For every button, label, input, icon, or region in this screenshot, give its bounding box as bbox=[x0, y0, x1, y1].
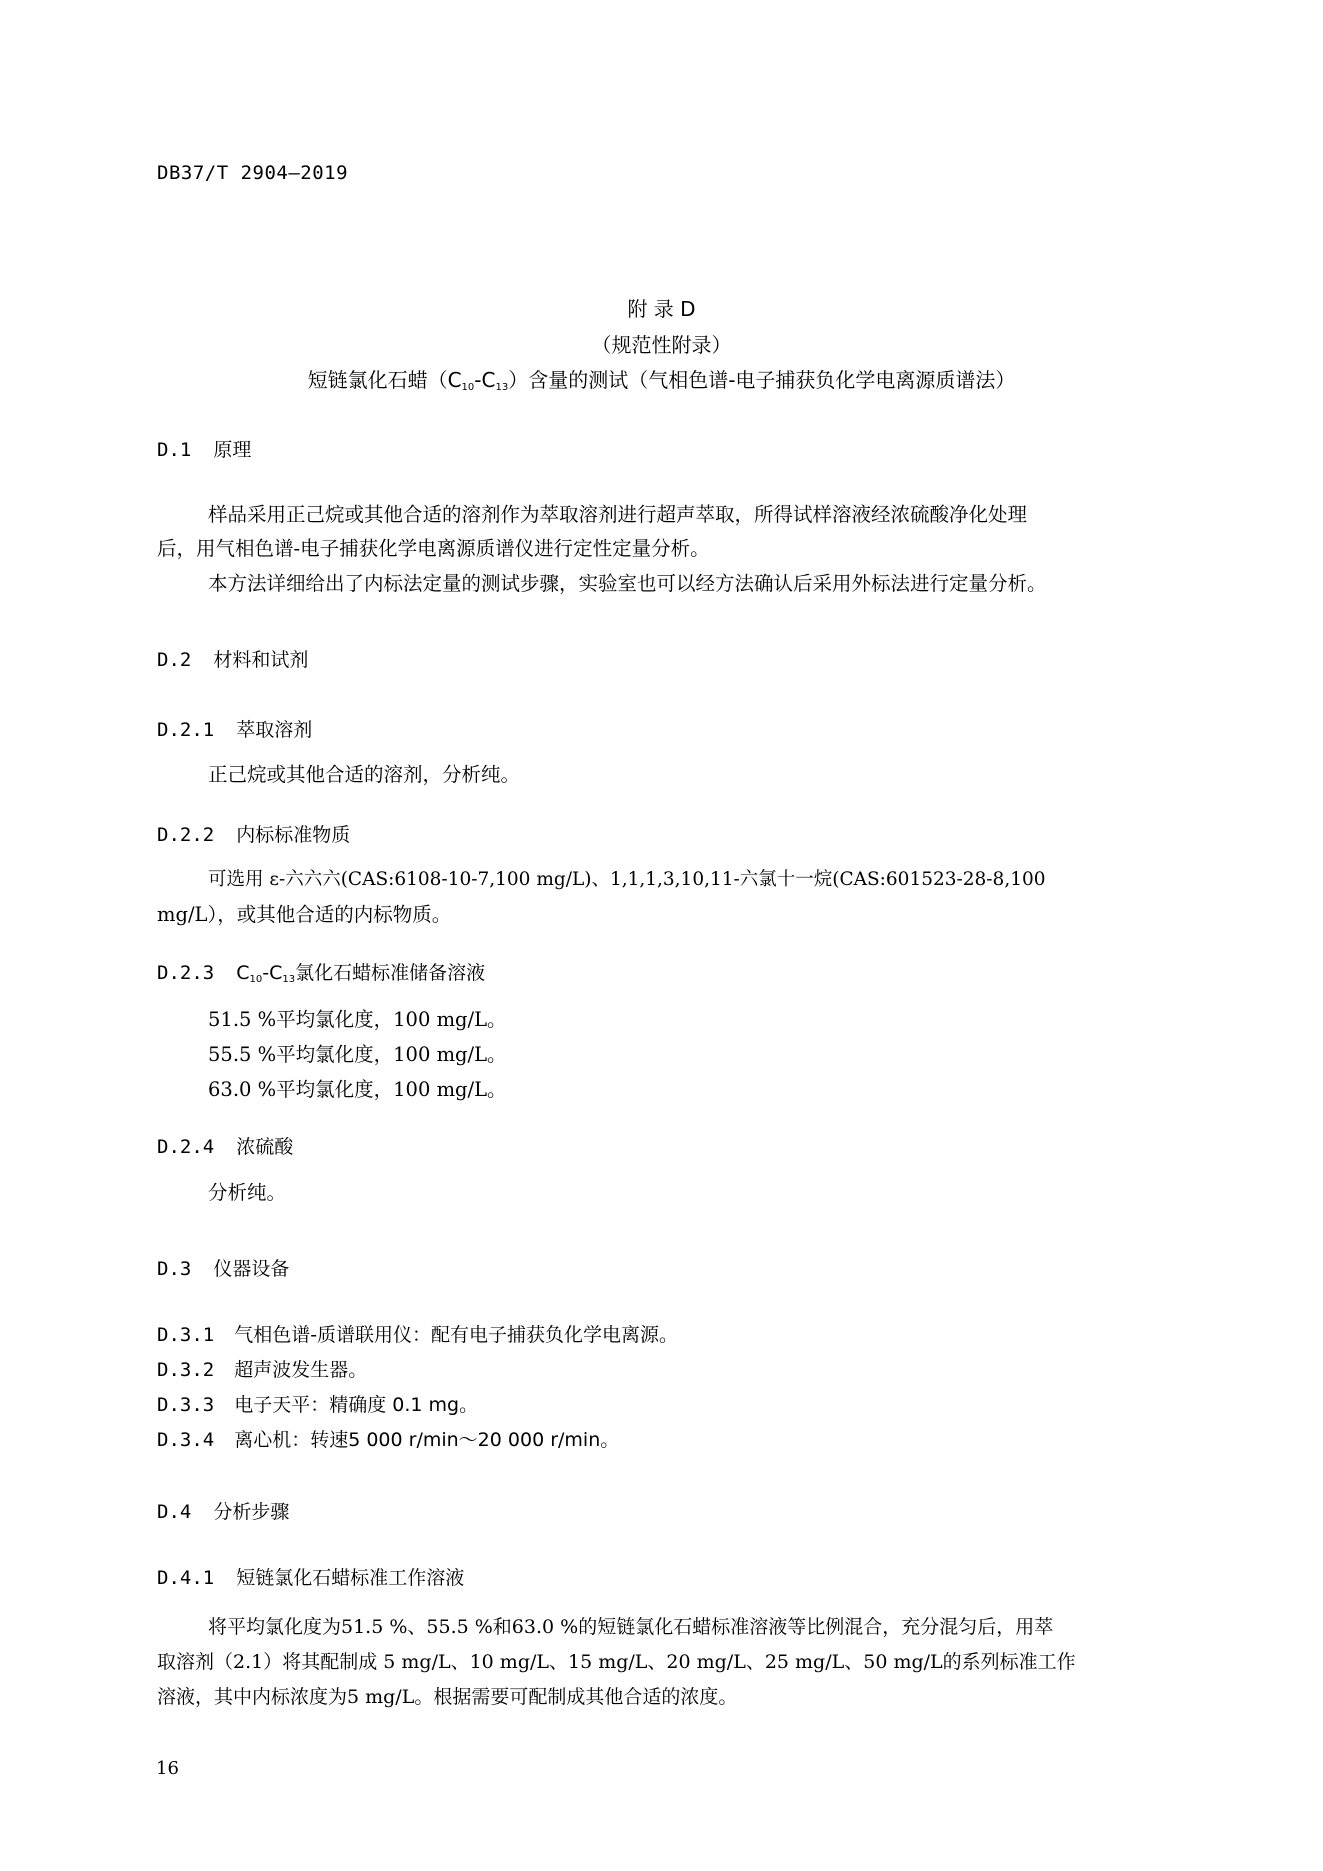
page-number: 16 bbox=[156, 1758, 179, 1779]
appendix-type: （规范性附录） bbox=[591, 333, 732, 357]
paragraph-line: 溶液，其中内标浓度为5 mg/L。根据需要可配制成其他合适的浓度。 bbox=[157, 1686, 738, 1708]
paragraph-line: 正己烷或其他合适的溶剂，分析纯。 bbox=[208, 763, 521, 786]
section-number: D.1 bbox=[157, 439, 192, 461]
item-number: D.3.3 bbox=[157, 1394, 215, 1416]
list-item bbox=[157, 1320, 678, 1347]
paragraph-line: 可选用 ε-六六六(CAS:6108-10-7,100 mg/L)、1,1,1,3,10,11-六氯十一烷(CAS:601523-28-8,100 bbox=[208, 869, 1046, 890]
subsection-heading-d41 bbox=[157, 1563, 464, 1590]
subscript: 10 bbox=[249, 974, 263, 985]
item-text: 超声波发生器。 bbox=[234, 1359, 368, 1381]
section-heading-d2 bbox=[157, 645, 308, 672]
section-title bbox=[236, 962, 485, 984]
paragraph-line: 本方法详细给出了内标法定量的测试步骤，实验室也可以经方法确认后采用外标法进行定量分析。 bbox=[208, 572, 1047, 595]
title-part: 氯化石蜡标准储备溶液 bbox=[295, 962, 486, 984]
section-title: 浓硫酸 bbox=[236, 1136, 294, 1158]
appendix-heading-part: ）含量的测试（气相色谱-电子捕获负化学电离源质谱法） bbox=[508, 368, 1016, 392]
section-number: D.4 bbox=[157, 1501, 192, 1523]
section-number: D.2.1 bbox=[157, 719, 215, 741]
appendix-heading-part: -C bbox=[474, 368, 496, 392]
subscript: 10 bbox=[461, 382, 475, 393]
list-item: 63.0 %平均氯化度，100 mg/L。 bbox=[208, 1078, 507, 1101]
paragraph-line: mg/L），或其他合适的内标物质。 bbox=[157, 903, 452, 926]
paragraph-line: 将平均氯化度为51.5 %、55.5 %和63.0 %的短链氯化石蜡标准溶液等比例混合，充分混匀后，用萃 bbox=[208, 1616, 1054, 1638]
section-number: D.3 bbox=[157, 1258, 192, 1280]
appendix-heading bbox=[0, 364, 1323, 393]
appendix-heading-part: 短链氯化石蜡（C bbox=[307, 368, 462, 392]
item-number: D.3.2 bbox=[157, 1359, 215, 1381]
item-text: 电子天平：精确度 0.1 mg。 bbox=[234, 1394, 479, 1416]
subsection-heading-d24 bbox=[157, 1132, 293, 1159]
list-item bbox=[157, 1355, 367, 1382]
section-heading-d4 bbox=[157, 1497, 289, 1524]
document-code: DB37/T 2904—2019 bbox=[157, 162, 349, 184]
section-number: D.2.2 bbox=[157, 824, 215, 846]
section-title: 内标标准物质 bbox=[236, 824, 351, 846]
section-title: 仪器设备 bbox=[213, 1258, 290, 1280]
item-text: 离心机：转速5 000 r/min～20 000 r/min。 bbox=[234, 1429, 620, 1451]
list-item bbox=[157, 1390, 478, 1417]
subsection-heading-d22 bbox=[157, 820, 350, 847]
paragraph-line: 取溶剂（2.1）将其配制成 5 mg/L、10 mg/L、15 mg/L、20 mg/L、25 mg/L、50 mg/L的系列标准工作 bbox=[157, 1651, 1076, 1673]
item-number: D.3.4 bbox=[157, 1429, 215, 1451]
subscript: 13 bbox=[495, 382, 509, 393]
subsection-heading-d23 bbox=[157, 958, 485, 985]
paragraph-line: 后，用气相色谱-电子捕获化学电离源质谱仪进行定性定量分析。 bbox=[157, 537, 710, 560]
section-title: 材料和试剂 bbox=[213, 649, 309, 671]
section-number: D.4.1 bbox=[157, 1567, 215, 1589]
list-item bbox=[157, 1425, 619, 1452]
paragraph-line: 分析纯。 bbox=[208, 1181, 287, 1204]
section-title: 萃取溶剂 bbox=[236, 719, 313, 741]
appendix-title: 附 录 D bbox=[627, 297, 696, 321]
section-number: D.2 bbox=[157, 649, 192, 671]
list-item: 55.5 %平均氯化度，100 mg/L。 bbox=[208, 1043, 507, 1066]
title-part: C bbox=[236, 962, 250, 984]
section-title: 分析步骤 bbox=[213, 1501, 290, 1523]
list-item: 51.5 %平均氯化度，100 mg/L。 bbox=[208, 1008, 507, 1031]
section-title: 原理 bbox=[213, 439, 252, 461]
section-number: D.2.4 bbox=[157, 1136, 215, 1158]
item-text: 气相色谱-质谱联用仪：配有电子捕获负化学电离源。 bbox=[234, 1324, 679, 1346]
section-title: 短链氯化石蜡标准工作溶液 bbox=[236, 1567, 465, 1589]
section-heading-d3 bbox=[157, 1254, 289, 1281]
subsection-heading-d21 bbox=[157, 715, 312, 742]
paragraph-line: 样品采用正己烷或其他合适的溶剂作为萃取溶剂进行超声萃取，所得试样溶液经浓硫酸净化处理 bbox=[208, 503, 1028, 526]
item-number: D.3.1 bbox=[157, 1324, 215, 1346]
subscript: 13 bbox=[282, 974, 296, 985]
title-part: -C bbox=[262, 962, 283, 984]
section-heading-d1 bbox=[157, 435, 251, 462]
section-number: D.2.3 bbox=[157, 962, 215, 984]
